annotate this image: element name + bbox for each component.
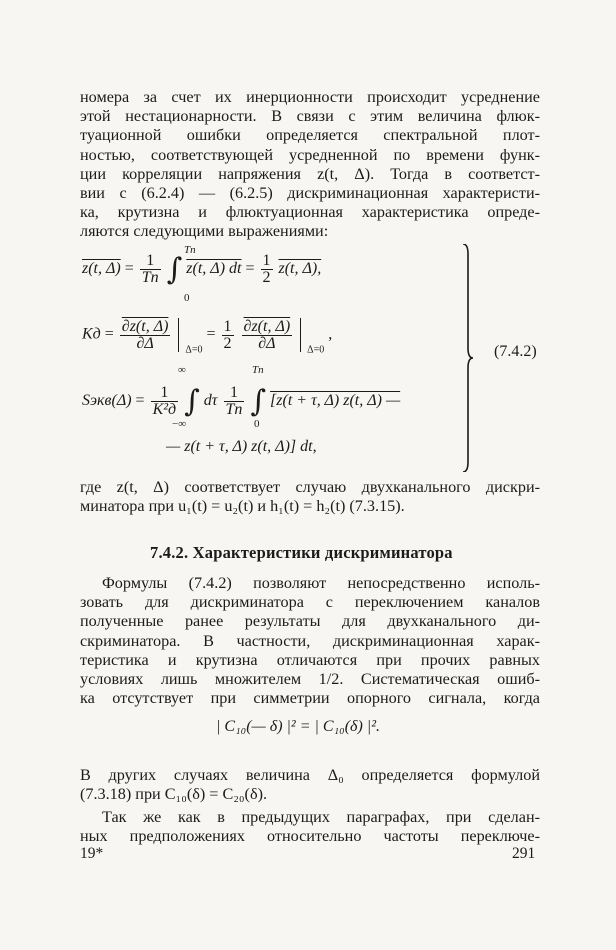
eq3-body1: [z(t + τ, Δ) z(t, Δ) — xyxy=(270,392,401,410)
eq1-frac-den: Tп xyxy=(141,269,159,286)
text-line: ностью, соответствующей усредненной по времени функ- xyxy=(80,145,540,164)
eq3-int2-upper: Tп xyxy=(252,364,264,376)
eq2-eval2: Δ=0 xyxy=(307,344,325,356)
eq1-body: z(t, Δ) dt xyxy=(186,260,242,278)
text-line: скриминатора. В частности, дискриминационная харак- xyxy=(80,631,540,650)
paragraph-intro xyxy=(80,88,540,242)
eq2-frac2-den: ∂Δ xyxy=(258,334,276,352)
eq3-dtau: dτ xyxy=(203,392,218,410)
eval-bar-2 xyxy=(300,318,301,352)
equation-spectral xyxy=(82,384,400,419)
section-heading: 7.4.2. Характеристики дискриминатора xyxy=(150,543,453,562)
eq2-half-num: 1 xyxy=(223,317,232,335)
eq1-equals-2: = xyxy=(245,260,255,278)
text-line: где z(t, Δ) соответствует случаю двухканального дискри- xyxy=(80,478,540,496)
eq3-frac2-num: 1 xyxy=(224,385,245,402)
eq1-lhs: z(t, Δ) xyxy=(82,260,121,278)
text-line: условиях лишь множителем 1/2. Систематическая ошиб- xyxy=(80,669,540,688)
integral-sign: ∫ xyxy=(166,252,183,287)
eq3-frac1-den: K²д xyxy=(152,401,177,418)
eq2-eval: Δ=0 xyxy=(185,344,203,356)
text-line: ка отсутствует при симметрии опорного сигнала, когда xyxy=(80,689,540,708)
eq3-int1-lower: −∞ xyxy=(172,418,187,430)
equation-spectral-cont xyxy=(166,438,317,456)
right-brace xyxy=(462,244,474,472)
page-number: 291 xyxy=(512,845,536,862)
signature-mark: 19* xyxy=(80,845,104,862)
paragraph-continuation xyxy=(80,808,540,846)
eq1-int-lower: 0 xyxy=(184,292,190,304)
eq2-frac2-num: ∂z(t, Δ) xyxy=(243,317,291,335)
eq3-frac2 xyxy=(224,385,245,418)
eq1-equals: = xyxy=(124,260,138,278)
text-line: ции корреляции напряжения z(t, Δ). Тогда в соответст- xyxy=(80,164,540,183)
text-line: зовать для дискриминатора с переключением каналов xyxy=(80,593,540,612)
paragraph-where xyxy=(80,478,540,516)
integral-sign: ∫ xyxy=(184,384,200,419)
eq1-frac-num: 1 xyxy=(140,253,161,270)
eq2-half-den: 2 xyxy=(223,334,232,352)
text-line: этой нестационарности. В связи с этим величина флюк- xyxy=(80,107,540,126)
text-line: В других случаях величина Δ₀ определяется формулой xyxy=(80,766,540,784)
eq2-frac1-num: ∂z(t, Δ) xyxy=(121,317,169,335)
eq1-half-den: 2 xyxy=(262,269,271,286)
equation-number: (7.4.2) xyxy=(494,343,537,360)
eq2-frac2 xyxy=(242,319,293,352)
eq3-equals: = xyxy=(135,392,145,410)
eq3-frac1-num: 1 xyxy=(151,385,179,402)
text-line: (7.3.18) при C₁₀(δ) = C₂₀(δ). xyxy=(80,785,268,804)
eq1-half xyxy=(261,253,273,286)
eq1-tail: z(t, Δ), xyxy=(278,260,322,278)
text-line: вии с (6.2.4) — (6.2.5) дискриминационная характеристи- xyxy=(80,183,540,202)
eq3-int2-lower: 0 xyxy=(254,418,260,430)
text-line: полученные ранее результаты для двухканального ди- xyxy=(80,612,540,631)
text-line: номера за счет их инерционности происходит усреднение xyxy=(80,88,540,106)
text-line: Так же как в предыдущих параграфах, при сделан- xyxy=(102,808,540,826)
eq3-lhs: Sэкв(Δ) xyxy=(82,392,132,410)
symmetry-equation: | C₁₀(— δ) |² = | C₁₀(δ) |². xyxy=(216,718,380,735)
text-line: туационной ошибки определяется спектральной плот- xyxy=(80,126,540,145)
eq1-int-upper: Tп xyxy=(184,244,196,256)
text-line: минатора при u₁(t) = u₂(t) и h₁(t) = h₂(t) (7.3.15). xyxy=(80,497,405,516)
eval-bar xyxy=(178,318,179,352)
text-line: ляются следующими выражениями: xyxy=(80,222,329,241)
eq2-comma: , xyxy=(328,325,333,343)
text-line: теристика и крутизна отличаются при прочих равных xyxy=(80,650,540,669)
eq2-equals-2: = xyxy=(206,325,216,343)
text-line: ка, крутизна и флюктуационная характеристика опреде- xyxy=(80,203,540,222)
eq1-frac xyxy=(140,253,161,286)
eq2-frac1-den: ∂Δ xyxy=(136,334,154,352)
integral-sign: ∫ xyxy=(250,384,267,419)
eq3-body2: — z(t + τ, Δ) z(t, Δ)] dt, xyxy=(166,438,317,455)
eq2-equals: = xyxy=(104,325,114,343)
eq2-half xyxy=(222,319,234,352)
eq3-frac2-den: Tп xyxy=(225,401,243,418)
eq2-lhs: Kд xyxy=(82,325,101,343)
text-line: Формулы (7.4.2) позволяют непосредственно исполь- xyxy=(102,574,540,592)
equation-slope xyxy=(82,318,332,356)
eq1-half-num: 1 xyxy=(262,252,271,269)
eq3-int1-upper: ∞ xyxy=(178,364,186,376)
paragraph-other-cases xyxy=(80,766,540,804)
paragraph-formulas xyxy=(80,574,540,708)
equation-mean-z xyxy=(82,252,321,287)
text-line: ных предположениях относительно частоты переключе- xyxy=(80,827,540,846)
eq2-frac1 xyxy=(120,319,171,352)
eq3-frac1 xyxy=(151,385,179,418)
